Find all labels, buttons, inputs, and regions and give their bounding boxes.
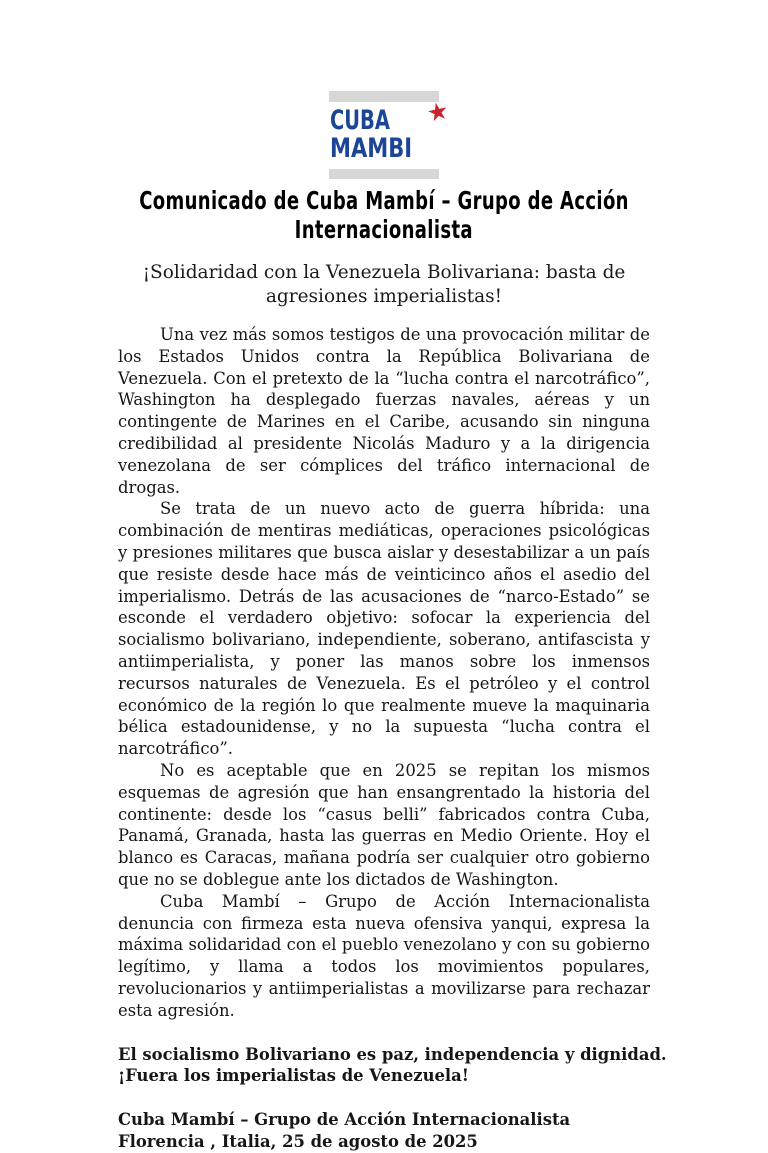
logo-text-cuba: CUBA — [330, 104, 391, 136]
logo-container — [0, 91, 768, 179]
closing-line-2: ¡Fuera los imperialistas de Venezuela! — [118, 1066, 469, 1086]
logo-text-mambi: MAMBI — [330, 132, 413, 164]
document-title — [0, 188, 768, 246]
closing-line-1: El socialismo Bolivariano es paz, independencia y dignidad. — [118, 1044, 667, 1064]
logo-row — [330, 104, 435, 136]
paragraph-2: Se trata de un nuevo acto de guerra híbrida: una combinación de mentiras mediáticas, operaciones psicológicas y presiones militares que busca aislar y desestabilizar a un país que resiste desde hace más de veinticinco años el asedio del imperialismo. Detrás de las acusaciones de “narco-Estado” se esconde el verdadero objetivo: sofocar la experiencia del socialismo bolivariano, independiente, soberano, antifascista y antiimperialista, y poner las manos sobre los inmensos recursos naturales de Venezuela. Es el petróleo y el control económico de la región lo que realmente mueve la maquinaria bélica estadounidense, y no la supuesta “lucha contra el narcotráfico”. — [118, 499, 650, 759]
document-subtitle: ¡Solidaridad con la Venezuela Bolivariana: basta de agresiones imperialistas! — [142, 262, 626, 307]
document-body — [118, 324, 667, 1153]
signature-place-date: Florencia , Italia, 25 de agosto de 2025 — [118, 1131, 478, 1151]
paragraph-3: No es aceptable que en 2025 se repitan los mismos esquemas de agresión que han ensangrentado la historia del continente: desde los “casus belli” fabricados contra Cuba, Panamá, Granada, hasta las guerras en Medio Oriente. Hoy el blanco es Caracas, mañana podría ser cualquier otro gobierno que no se doblegue ante los dictados de Washington. — [118, 760, 650, 889]
signature — [118, 1109, 650, 1153]
red-star-icon: ★ — [424, 95, 452, 128]
logo-inner-panel — [322, 95, 452, 169]
title-line-1: Comunicado de Cuba Mambí – Grupo de Acción — [139, 186, 629, 215]
paragraph-1: Una vez más somos testigos de una provocación militar de los Estados Unidos contra la República Bolivariana de Venezuela. Con el pretexto de la “lucha contra el narcotráfico”, Washington ha desplegado fuerzas navales, aéreas y un contingente de Marines en el Caribe, acusando sin ninguna credibilidad al presidente Nicolás Maduro y a la dirigencia venezolana de ser cómplices del tráfico internacional de drogas. — [118, 325, 650, 497]
logo-row — [330, 132, 435, 164]
paragraph-4: Cuba Mambí – Grupo de Acción Internacionalista denuncia con firmeza esta nueva ofensiva yanqui, expresa la máxima solidaridad con el pueblo venezolano y con su gobierno legítimo, y llama a todos los movimientos populares, revolucionarios y antiimperialistas a movilizarse para rechazar esta agresión. — [118, 891, 650, 1020]
signature-org: Cuba Mambí – Grupo de Acción Internacionalista — [118, 1110, 571, 1130]
cuba-mambi-logo — [329, 91, 452, 179]
title-line-2: Internacionalista — [294, 215, 474, 244]
closing-statement — [118, 1044, 667, 1088]
